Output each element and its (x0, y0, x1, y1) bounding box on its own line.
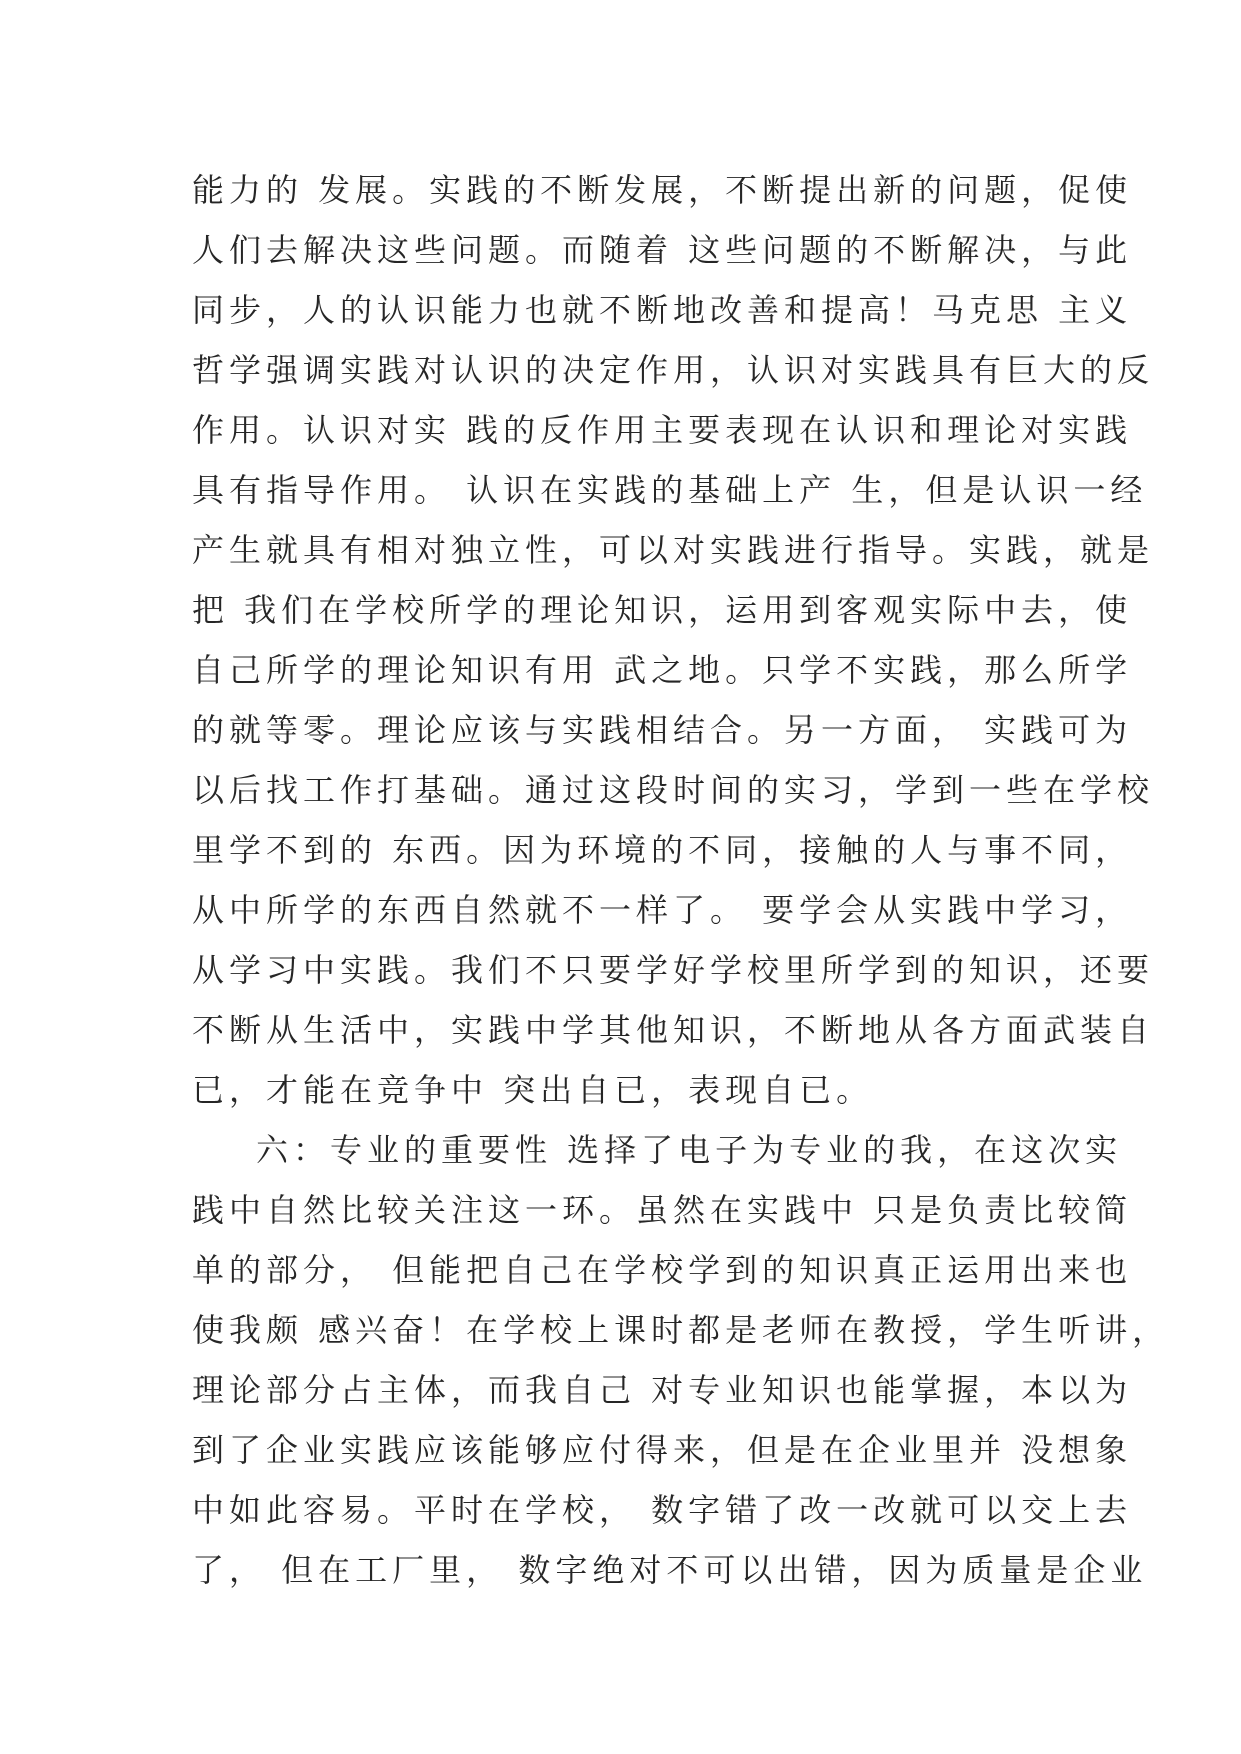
text-line: 使我颇 感兴奋！在学校上课时都是老师在教授，学生听讲， (192, 1311, 1170, 1349)
text-line: 从学习中实践。我们不只要学好学校里所学到的知识，还要 (192, 951, 1155, 989)
text-line: 作用。认识对实 践的反作用主要表现在认识和理论对实践 (192, 411, 1133, 449)
section-heading-line: 六：专业的重要性 选择了电子为专业的我，在这次实 (256, 1131, 1123, 1169)
text-line: 产生就具有相对独立性，可以对实践进行指导。实践，就是 (192, 531, 1155, 569)
text-line: 的就等零。理论应该与实践相结合。另一方面， 实践可为 (192, 711, 1133, 749)
text-line: 单的部分， 但能把自己在学校学到的知识真正运用出来也 (192, 1251, 1133, 1289)
body-text (192, 160, 1170, 1600)
text-line: 把 我们在学校所学的理论知识，运用到客观实际中去，使 (192, 591, 1133, 629)
text-line: 到了企业实践应该能够应付得来，但是在企业里并 没想象 (192, 1431, 1133, 1469)
text-line: 践中自然比较关注这一环。虽然在实践中 只是负责比较简 (192, 1191, 1133, 1229)
text-line: 已，才能在竞争中 突出自已，表现自已。 (192, 1071, 874, 1109)
text-line: 里学不到的 东西。因为环境的不同，接触的人与事不同， (192, 831, 1133, 869)
text-line: 能力的 发展。实践的不断发展，不断提出新的问题，促使 (192, 171, 1133, 209)
text-line: 了， 但在工厂里， 数字绝对不可以出错，因为质量是企业 (192, 1551, 1148, 1589)
text-line: 自己所学的理论知识有用 武之地。只学不实践，那么所学 (192, 651, 1133, 689)
text-line: 以后找工作打基础。通过这段时间的实习，学到一些在学校 (192, 771, 1155, 809)
text-line: 不断从生活中，实践中学其他知识，不断地从各方面武装自 (192, 1011, 1155, 1049)
text-line: 人们去解决这些问题。而随着 这些问题的不断解决，与此 (192, 231, 1133, 269)
text-line: 中如此容易。平时在学校， 数字错了改一改就可以交上去 (192, 1491, 1133, 1529)
text-line: 哲学强调实践对认识的决定作用，认识对实践具有巨大的反 (192, 351, 1155, 389)
text-line: 理论部分占主体，而我自己 对专业知识也能掌握，本以为 (192, 1371, 1133, 1409)
text-line: 同步，人的认识能力也就不断地改善和提高！马克思 主义 (192, 291, 1133, 329)
text-line: 从中所学的东西自然就不一样了。 要学会从实践中学习， (192, 891, 1133, 929)
text-line: 具有指导作用。 认识在实践的基础上产 生，但是认识一经 (192, 471, 1148, 509)
